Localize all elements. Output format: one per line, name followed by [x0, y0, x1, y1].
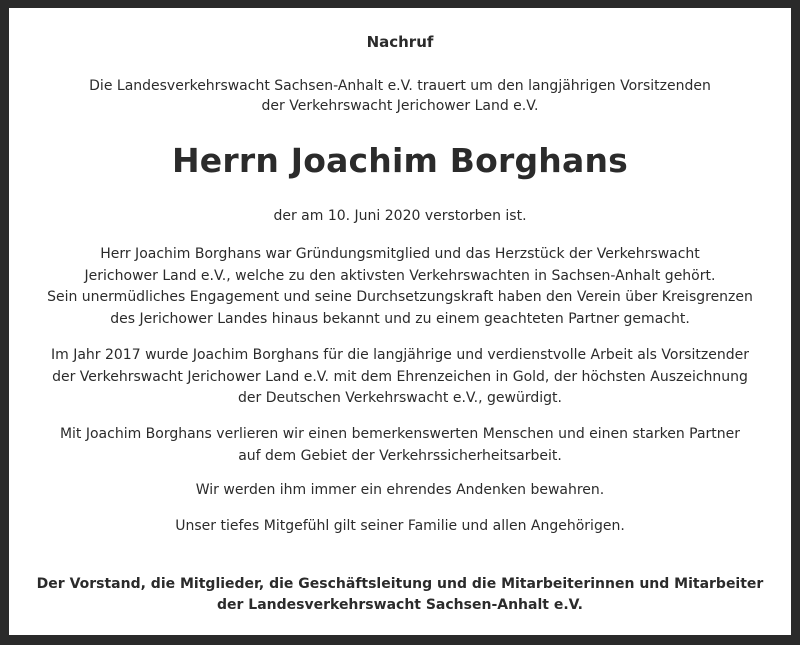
- signature-block: [9, 574, 791, 616]
- notice-heading: Nachruf: [366, 33, 434, 51]
- paragraph-line: auf dem Gebiet der Verkehrssicherheitsarbeit.: [238, 447, 562, 464]
- intro-line: der Verkehrswacht Jerichower Land e.V.: [261, 98, 539, 114]
- obituary-notice: [9, 8, 791, 635]
- paragraph-loss: [9, 424, 791, 467]
- paragraph-line: Jerichower Land e.V., welche zu den aktivsten Verkehrswachten in Sachsen-Anhalt gehört.: [84, 267, 716, 284]
- deceased-name: Herrn Joachim Borghans: [171, 141, 628, 180]
- death-date-line: der am 10. Juni 2020 verstorben ist.: [273, 208, 527, 224]
- paragraph-line: Sein unermüdliches Engagement und seine Durchsetzungskraft haben den Verein über Kreisgrenzen: [47, 289, 753, 305]
- paragraph-condolence: Unser tiefes Mitgefühl gilt seiner Familie und allen Angehörigen.: [175, 518, 625, 534]
- paragraph-remembrance: Wir werden ihm immer ein ehrendes Andenken bewahren.: [195, 482, 605, 498]
- paragraph-line: Mit Joachim Borghans verlieren wir einen bemerkenswerten Menschen und einen starken Partner: [59, 426, 741, 442]
- paragraph-founder: [9, 244, 791, 330]
- paragraph-line: des Jerichower Landes hinaus bekannt und zu einem geachteten Partner gemacht.: [110, 310, 690, 327]
- signature-line: Der Vorstand, die Mitglieder, die Geschäftsleitung und die Mitarbeiterinnen und Mitarbeiter: [36, 576, 764, 592]
- paragraph-line: Herr Joachim Borghans war Gründungsmitglied und das Herzstück der Verkehrswacht: [100, 246, 700, 262]
- paragraph-line: der Deutschen Verkehrswacht e.V., gewürdigt.: [238, 390, 562, 406]
- paragraph-line: der Verkehrswacht Jerichower Land e.V. mit dem Ehrenzeichen in Gold, der höchsten Auszeichnung: [52, 368, 748, 385]
- intro-line: Die Landesverkehrswacht Sachsen-Anhalt e.V. trauert um den langjährigen Vorsitzenden: [89, 78, 711, 94]
- paragraph-line: Im Jahr 2017 wurde Joachim Borghans für die langjährige und verdienstvolle Arbeit als Vorsitzender: [50, 347, 750, 363]
- signature-line: der Landesverkehrswacht Sachsen-Anhalt e.V.: [217, 597, 583, 613]
- intro-text: [9, 76, 791, 116]
- paragraph-award: [9, 345, 791, 410]
